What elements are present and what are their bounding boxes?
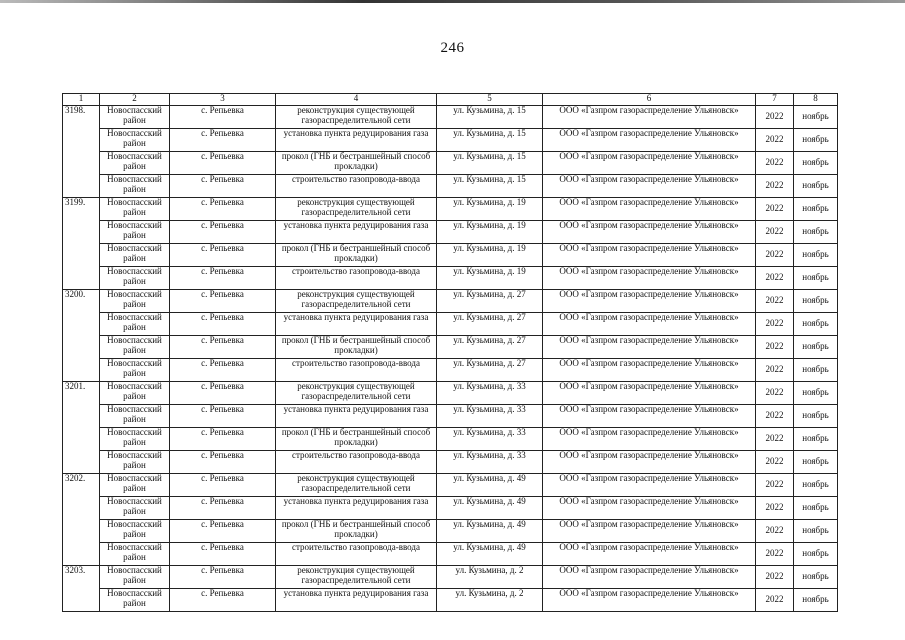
table-row [63, 336, 838, 359]
scan-top-edge [0, 0, 905, 3]
work-type-cell: реконструкция существующей газораспределительной сети [276, 198, 437, 221]
organization-cell: ООО «Газпром газораспределение Ульяновск» [543, 405, 756, 428]
organization-cell: ООО «Газпром газораспределение Ульяновск» [543, 290, 756, 313]
month-cell: ноябрь [794, 129, 838, 152]
district-cell: Новоспасский район [100, 267, 170, 290]
district-cell: Новоспасский район [100, 428, 170, 451]
entry-number-cell: 3199. [63, 198, 100, 290]
address-cell: ул. Кузьмина, д. 19 [437, 267, 543, 290]
organization-cell: ООО «Газпром газораспределение Ульяновск» [543, 313, 756, 336]
work-type-cell: установка пункта редуцирования газа [276, 313, 437, 336]
address-cell: ул. Кузьмина, д. 27 [437, 290, 543, 313]
district-cell: Новоспасский район [100, 313, 170, 336]
year-cell: 2022 [756, 198, 794, 221]
work-type-cell: установка пункта редуцирования газа [276, 221, 437, 244]
address-cell: ул. Кузьмина, д. 2 [437, 589, 543, 612]
month-cell: ноябрь [794, 520, 838, 543]
address-cell: ул. Кузьмина, д. 15 [437, 106, 543, 129]
register-body [63, 106, 838, 612]
year-cell: 2022 [756, 290, 794, 313]
address-cell: ул. Кузьмина, д. 33 [437, 451, 543, 474]
work-type-cell: прокол (ГНБ и бестраншейный способ прокладки) [276, 336, 437, 359]
month-cell: ноябрь [794, 290, 838, 313]
year-cell: 2022 [756, 175, 794, 198]
district-cell: Новоспасский район [100, 589, 170, 612]
column-header: 8 [794, 94, 838, 106]
year-cell: 2022 [756, 106, 794, 129]
table-row [63, 313, 838, 336]
district-cell: Новоспасский район [100, 405, 170, 428]
work-type-cell: реконструкция существующей газораспределительной сети [276, 290, 437, 313]
month-cell: ноябрь [794, 589, 838, 612]
organization-cell: ООО «Газпром газораспределение Ульяновск» [543, 152, 756, 175]
organization-cell: ООО «Газпром газораспределение Ульяновск» [543, 267, 756, 290]
district-cell: Новоспасский район [100, 175, 170, 198]
entry-number-cell: 3202. [63, 474, 100, 566]
entry-number-cell: 3198. [63, 106, 100, 198]
organization-cell: ООО «Газпром газораспределение Ульяновск» [543, 244, 756, 267]
table-row [63, 290, 838, 313]
work-type-cell: реконструкция существующей газораспределительной сети [276, 382, 437, 405]
address-cell: ул. Кузьмина, д. 33 [437, 382, 543, 405]
column-header: 7 [756, 94, 794, 106]
address-cell: ул. Кузьмина, д. 19 [437, 244, 543, 267]
organization-cell: ООО «Газпром газораспределение Ульяновск» [543, 106, 756, 129]
month-cell: ноябрь [794, 566, 838, 589]
district-cell: Новоспасский район [100, 152, 170, 175]
column-header: 4 [276, 94, 437, 106]
year-cell: 2022 [756, 267, 794, 290]
year-cell: 2022 [756, 589, 794, 612]
village-cell: с. Репьевка [170, 382, 276, 405]
month-cell: ноябрь [794, 313, 838, 336]
work-type-cell: установка пункта редуцирования газа [276, 589, 437, 612]
month-cell: ноябрь [794, 382, 838, 405]
village-cell: с. Репьевка [170, 129, 276, 152]
address-cell: ул. Кузьмина, д. 27 [437, 359, 543, 382]
month-cell: ноябрь [794, 359, 838, 382]
organization-cell: ООО «Газпром газораспределение Ульяновск» [543, 198, 756, 221]
organization-cell: ООО «Газпром газораспределение Ульяновск» [543, 382, 756, 405]
entry-number-cell: 3201. [63, 382, 100, 474]
year-cell: 2022 [756, 382, 794, 405]
village-cell: с. Репьевка [170, 359, 276, 382]
month-cell: ноябрь [794, 106, 838, 129]
year-cell: 2022 [756, 405, 794, 428]
month-cell: ноябрь [794, 244, 838, 267]
village-cell: с. Репьевка [170, 221, 276, 244]
year-cell: 2022 [756, 497, 794, 520]
district-cell: Новоспасский район [100, 198, 170, 221]
district-cell: Новоспасский район [100, 566, 170, 589]
table-row [63, 382, 838, 405]
entry-number-cell: 3203. [63, 566, 100, 612]
year-cell: 2022 [756, 451, 794, 474]
organization-cell: ООО «Газпром газораспределение Ульяновск» [543, 566, 756, 589]
table-row [63, 566, 838, 589]
year-cell: 2022 [756, 221, 794, 244]
village-cell: с. Репьевка [170, 428, 276, 451]
address-cell: ул. Кузьмина, д. 33 [437, 405, 543, 428]
year-cell: 2022 [756, 313, 794, 336]
column-header: 6 [543, 94, 756, 106]
year-cell: 2022 [756, 359, 794, 382]
year-cell: 2022 [756, 244, 794, 267]
table-row [63, 359, 838, 382]
district-cell: Новоспасский район [100, 382, 170, 405]
address-cell: ул. Кузьмина, д. 33 [437, 428, 543, 451]
village-cell: с. Репьевка [170, 244, 276, 267]
work-type-cell: строительство газопровода-ввода [276, 175, 437, 198]
organization-cell: ООО «Газпром газораспределение Ульяновск» [543, 175, 756, 198]
organization-cell: ООО «Газпром газораспределение Ульяновск» [543, 336, 756, 359]
address-cell: ул. Кузьмина, д. 15 [437, 129, 543, 152]
district-cell: Новоспасский район [100, 543, 170, 566]
organization-cell: ООО «Газпром газораспределение Ульяновск» [543, 221, 756, 244]
village-cell: с. Репьевка [170, 152, 276, 175]
district-cell: Новоспасский район [100, 290, 170, 313]
table-row [63, 428, 838, 451]
address-cell: ул. Кузьмина, д. 27 [437, 313, 543, 336]
address-cell: ул. Кузьмина, д. 19 [437, 221, 543, 244]
address-cell: ул. Кузьмина, д. 49 [437, 543, 543, 566]
village-cell: с. Репьевка [170, 451, 276, 474]
month-cell: ноябрь [794, 221, 838, 244]
district-cell: Новоспасский район [100, 520, 170, 543]
table-row [63, 589, 838, 612]
month-cell: ноябрь [794, 428, 838, 451]
month-cell: ноябрь [794, 198, 838, 221]
year-cell: 2022 [756, 428, 794, 451]
district-cell: Новоспасский район [100, 129, 170, 152]
year-cell: 2022 [756, 543, 794, 566]
register-table [62, 93, 838, 612]
address-cell: ул. Кузьмина, д. 27 [437, 336, 543, 359]
village-cell: с. Репьевка [170, 543, 276, 566]
work-type-cell: прокол (ГНБ и бестраншейный способ прокладки) [276, 428, 437, 451]
table-row [63, 152, 838, 175]
district-cell: Новоспасский район [100, 221, 170, 244]
work-type-cell: установка пункта редуцирования газа [276, 405, 437, 428]
entry-number-cell: 3200. [63, 290, 100, 382]
organization-cell: ООО «Газпром газораспределение Ульяновск» [543, 474, 756, 497]
organization-cell: ООО «Газпром газораспределение Ульяновск» [543, 451, 756, 474]
table-row [63, 267, 838, 290]
district-cell: Новоспасский район [100, 359, 170, 382]
work-type-cell: реконструкция существующей газораспределительной сети [276, 474, 437, 497]
address-cell: ул. Кузьмина, д. 49 [437, 474, 543, 497]
village-cell: с. Репьевка [170, 198, 276, 221]
column-header: 2 [100, 94, 170, 106]
village-cell: с. Репьевка [170, 175, 276, 198]
work-type-cell: прокол (ГНБ и бестраншейный способ прокладки) [276, 520, 437, 543]
table-row [63, 244, 838, 267]
village-cell: с. Репьевка [170, 589, 276, 612]
month-cell: ноябрь [794, 267, 838, 290]
work-type-cell: строительство газопровода-ввода [276, 359, 437, 382]
month-cell: ноябрь [794, 474, 838, 497]
year-cell: 2022 [756, 336, 794, 359]
table-row [63, 520, 838, 543]
organization-cell: ООО «Газпром газораспределение Ульяновск» [543, 428, 756, 451]
village-cell: с. Репьевка [170, 405, 276, 428]
district-cell: Новоспасский район [100, 336, 170, 359]
work-type-cell: строительство газопровода-ввода [276, 543, 437, 566]
month-cell: ноябрь [794, 152, 838, 175]
year-cell: 2022 [756, 152, 794, 175]
village-cell: с. Репьевка [170, 474, 276, 497]
year-cell: 2022 [756, 566, 794, 589]
work-type-cell: прокол (ГНБ и бестраншейный способ прокладки) [276, 244, 437, 267]
column-header: 3 [170, 94, 276, 106]
work-type-cell: прокол (ГНБ и бестраншейный способ прокладки) [276, 152, 437, 175]
district-cell: Новоспасский район [100, 451, 170, 474]
year-cell: 2022 [756, 129, 794, 152]
work-type-cell: установка пункта редуцирования газа [276, 129, 437, 152]
column-header: 1 [63, 94, 100, 106]
village-cell: с. Репьевка [170, 520, 276, 543]
month-cell: ноябрь [794, 336, 838, 359]
table-row [63, 405, 838, 428]
organization-cell: ООО «Газпром газораспределение Ульяновск» [543, 589, 756, 612]
table-row [63, 451, 838, 474]
work-type-cell: реконструкция существующей газораспределительной сети [276, 106, 437, 129]
address-cell: ул. Кузьмина, д. 15 [437, 152, 543, 175]
table-row [63, 129, 838, 152]
organization-cell: ООО «Газпром газораспределение Ульяновск» [543, 543, 756, 566]
organization-cell: ООО «Газпром газораспределение Ульяновск» [543, 520, 756, 543]
month-cell: ноябрь [794, 405, 838, 428]
village-cell: с. Репьевка [170, 313, 276, 336]
year-cell: 2022 [756, 520, 794, 543]
village-cell: с. Репьевка [170, 267, 276, 290]
village-cell: с. Репьевка [170, 336, 276, 359]
month-cell: ноябрь [794, 543, 838, 566]
district-cell: Новоспасский район [100, 474, 170, 497]
district-cell: Новоспасский район [100, 106, 170, 129]
page-number: 246 [440, 40, 465, 56]
column-header: 5 [437, 94, 543, 106]
address-cell: ул. Кузьмина, д. 49 [437, 520, 543, 543]
village-cell: с. Репьевка [170, 566, 276, 589]
work-type-cell: реконструкция существующей газораспределительной сети [276, 566, 437, 589]
table-row [63, 175, 838, 198]
work-type-cell: установка пункта редуцирования газа [276, 497, 437, 520]
month-cell: ноябрь [794, 451, 838, 474]
table-row [63, 221, 838, 244]
address-cell: ул. Кузьмина, д. 15 [437, 175, 543, 198]
column-number-row [63, 94, 838, 106]
address-cell: ул. Кузьмина, д. 49 [437, 497, 543, 520]
month-cell: ноябрь [794, 175, 838, 198]
year-cell: 2022 [756, 474, 794, 497]
table-row [63, 497, 838, 520]
village-cell: с. Репьевка [170, 497, 276, 520]
address-cell: ул. Кузьмина, д. 19 [437, 198, 543, 221]
work-type-cell: строительство газопровода-ввода [276, 451, 437, 474]
work-type-cell: строительство газопровода-ввода [276, 267, 437, 290]
table-row [63, 474, 838, 497]
table-row [63, 198, 838, 221]
organization-cell: ООО «Газпром газораспределение Ульяновск» [543, 359, 756, 382]
month-cell: ноябрь [794, 497, 838, 520]
table-row [63, 106, 838, 129]
table-row [63, 543, 838, 566]
village-cell: с. Репьевка [170, 290, 276, 313]
district-cell: Новоспасский район [100, 244, 170, 267]
organization-cell: ООО «Газпром газораспределение Ульяновск» [543, 129, 756, 152]
district-cell: Новоспасский район [100, 497, 170, 520]
organization-cell: ООО «Газпром газораспределение Ульяновск» [543, 497, 756, 520]
village-cell: с. Репьевка [170, 106, 276, 129]
address-cell: ул. Кузьмина, д. 2 [437, 566, 543, 589]
